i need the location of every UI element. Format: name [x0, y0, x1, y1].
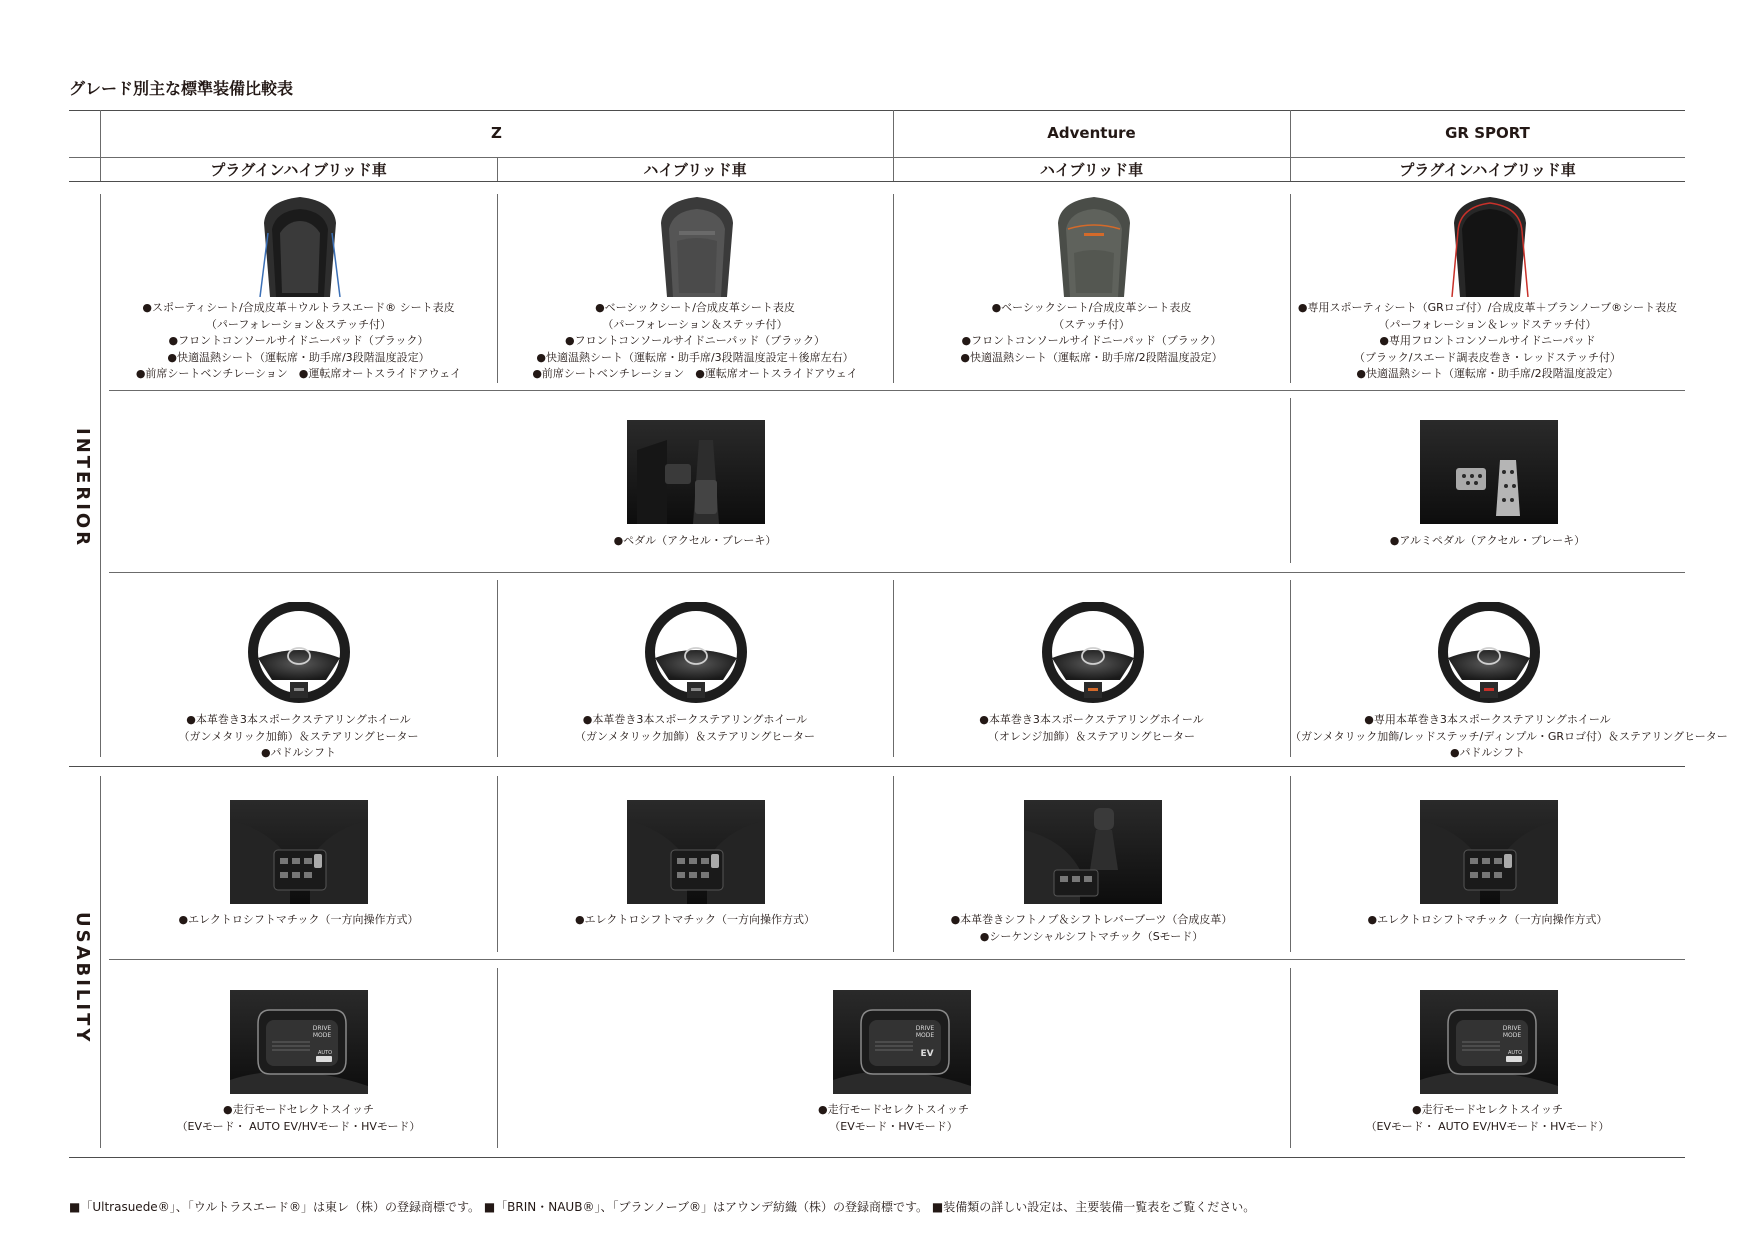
mode-label: MODE [312, 1032, 332, 1039]
drive-mode-text-hv [497, 1102, 1290, 1135]
usability-label-divider [100, 776, 101, 1148]
steering-text-gr-sport-phev [1290, 712, 1728, 762]
feature-line: ●専用本革巻き3本スポークステアリングホイール [1364, 713, 1611, 726]
seat-row-rule [109, 390, 1685, 391]
drive-label: DRIVE [312, 1025, 332, 1032]
feature-line: ●エレクトロシフトマチック（一方向操作方式） [1367, 913, 1608, 926]
feature-line: ●専用スポーティシート（GRロゴ付）/合成皮革＋ブランノーブ®シート表皮 [1297, 301, 1678, 314]
drive-mode-photo-gr-sport-phev [1420, 990, 1558, 1094]
feature-line: （パーフォレーション＆ステッチ付） [602, 317, 788, 331]
feature-line: ●ベーシックシート/合成皮革シート表皮 [595, 301, 795, 314]
shifter-row-rule [109, 959, 1685, 960]
drive-mode-text-z-phev [100, 1102, 497, 1135]
feature-line: ●快適温熱シート（運転席・助手席/3段階温度設定） [167, 350, 430, 364]
feature-line: ●専用フロントコンソールサイドニーパッド [1379, 334, 1596, 347]
feature-line: ●シーケンシャルシフトマチック（Sモード） [979, 929, 1204, 943]
grade-header-rule-left [69, 157, 100, 158]
feature-line: ●パドルシフト [1449, 746, 1526, 759]
shifter-photo-z-hv [627, 800, 765, 904]
feature-line: （パーフォレーション＆ステッチ付） [205, 317, 392, 331]
seat-photo-z-phev [230, 193, 368, 297]
footnote: ■「Ultrasuede®」、「ウルトラスエード®」は東レ（株）の登録商標です。 ■「BRIN・NAUB®」、「ブランノーブ®」はアウンデ紡織（株）の登録商標です。 ■装備類の詳しい設定は、主要装備一覧表をご覧ください。 [69, 1200, 1256, 1214]
steering-text-z-hv [497, 712, 893, 745]
feature-line: ●本革巻き3本スポークステアリングホイール [979, 713, 1204, 726]
grade-header-gr-sport: GR SPORT [1445, 124, 1530, 142]
grade-header-adventure: Adventure [1047, 124, 1136, 142]
auto-label: AUTO [318, 1050, 333, 1056]
feature-line: （ステッチ付） [1053, 317, 1130, 331]
drive-label: DRIVE [915, 1025, 935, 1032]
seat-photo-gr-sport-phev [1420, 193, 1558, 297]
feature-line: ●走行モードセレクトスイッチ [1411, 1103, 1564, 1116]
drive-mode-photo-hv [833, 990, 971, 1094]
steering-photo-adventure-hv [1024, 602, 1162, 706]
section-label-interior: INTERIOR [72, 428, 93, 549]
feature-line: ●スポーティシート/合成皮革＋ウルトラスエード® シート表皮 [142, 301, 455, 314]
powertrain-header-rule [69, 181, 1685, 182]
feature-line: ●本革巻き3本スポークステアリングホイール [582, 713, 808, 726]
steering-photo-z-hv [627, 602, 765, 706]
section-label-usability: USABILITY [72, 912, 93, 1045]
steering-text-adventure-hv [893, 712, 1290, 745]
feature-line: ●本革巻き3本スポークステアリングホイール [186, 713, 411, 726]
auto-label: AUTO [1508, 1050, 1523, 1056]
pedal-text-gr-sport [1290, 533, 1685, 550]
seat-text-adventure-hv [893, 300, 1290, 366]
feature-line: （オレンジ加飾）＆ステアリングヒーター [987, 729, 1196, 743]
pedal-photo-aluminum [1420, 420, 1558, 524]
drive-mode-photo-z-phev [230, 990, 368, 1094]
feature-line: ●ベーシックシート/合成皮革シート表皮 [991, 301, 1192, 314]
shifter-text-gr-sport-phev [1290, 912, 1685, 929]
feature-line: （EVモード・ AUTO EV/HVモード・HVモード） [1365, 1119, 1610, 1133]
feature-line: （ガンメタリック加飾）＆ステアリングヒーター [178, 729, 419, 743]
feature-line: ●前席シートベンチレーション ●運転席オートスライドアウェイ [532, 367, 858, 380]
feature-line: ●フロントコンソールサイドニーパッド（ブラック） [961, 334, 1222, 347]
mode-label: MODE [915, 1032, 935, 1039]
grade-header-z: Z [491, 124, 502, 142]
feature-line: ●快適温熱シート（運転席・助手席/2段階温度設定） [960, 350, 1223, 364]
shifter-photo-z-phev [230, 800, 368, 904]
pedal-row-rule [109, 572, 1685, 573]
powertrain-adventure-hv: ハイブリッド車 [1039, 161, 1144, 179]
feature-line: ●エレクトロシフトマチック（一方向操作方式） [178, 913, 419, 926]
page-title: グレード別主な標準装備比較表 [69, 79, 294, 98]
interior-label-divider [100, 194, 101, 757]
feature-line: ●アルミペダル（アクセル・ブレーキ） [1389, 534, 1586, 547]
table-bottom-rule [69, 1157, 1685, 1158]
feature-line: ●前席シートベンチレーション ●運転席オートスライドアウェイ [135, 367, 462, 380]
feature-line: （ブラック/スエード調表皮巻き・レッドステッチ付） [1353, 350, 1622, 364]
steering-text-z-phev [100, 712, 497, 762]
feature-line: （EVモード・ AUTO EV/HVモード・HVモード） [176, 1119, 421, 1133]
feature-line: （ガンメタリック加飾）＆ステアリングヒーター [575, 729, 815, 743]
feature-line: ●快適温熱シート（運転席・助手席/2段階温度設定） [1356, 367, 1619, 380]
shifter-text-z-phev [100, 912, 497, 929]
seat-text-z-phev [100, 300, 497, 383]
feature-line: （ガンメタリック加飾/レッドステッチ/ディンプル・GRロゴ付）＆ステアリングヒーター [1290, 729, 1728, 743]
feature-line: ●快適温熱シート（運転席・助手席/3段階温度設定＋後席左右） [536, 350, 854, 364]
feature-line: ●本革巻きシフトノブ＆シフトレバーブーツ（合成皮革） [950, 913, 1233, 926]
pedal-photo-standard [627, 420, 765, 524]
seat-photo-z-hv [627, 193, 765, 297]
feature-line: ●パドルシフト [260, 746, 337, 759]
feature-line: ●走行モードセレクトスイッチ [222, 1103, 375, 1116]
mode-label: MODE [1502, 1032, 1522, 1039]
shifter-text-z-hv [497, 912, 893, 929]
steering-photo-z-phev [230, 602, 368, 706]
powertrain-gr-sport-phev: プラグインハイブリッド車 [1399, 161, 1576, 179]
feature-line: ●フロントコンソールサイドニーパッド（ブラック） [565, 334, 825, 347]
powertrain-z-hv: ハイブリッド車 [643, 161, 747, 179]
feature-line: ●走行モードセレクトスイッチ [817, 1103, 970, 1116]
shifter-photo-gr-sport-phev [1420, 800, 1558, 904]
drive-label: DRIVE [1502, 1025, 1522, 1032]
feature-line: ●エレクトロシフトマチック（一方向操作方式） [574, 913, 816, 926]
feature-line: ●ペダル（アクセル・ブレーキ） [613, 534, 777, 547]
feature-line: ●フロントコンソールサイドニーパッド（ブラック） [168, 334, 429, 347]
ev-label: EV [920, 1049, 934, 1059]
shifter-text-adventure-hv [893, 912, 1290, 945]
pedal-text-standard [497, 533, 893, 550]
section-divider [69, 766, 1685, 767]
table-top-rule [69, 110, 1685, 111]
powertrain-z-phev: プラグインハイブリッド車 [210, 161, 387, 179]
seat-text-z-hv [497, 300, 893, 383]
feature-line: （EVモード・HVモード） [829, 1119, 958, 1133]
drive-mode-text-gr-sport-phev [1290, 1102, 1685, 1135]
seat-text-gr-sport-phev [1290, 300, 1685, 383]
shifter-photo-adventure-hv [1024, 800, 1162, 904]
steering-photo-gr-sport-phev [1420, 602, 1558, 706]
seat-photo-adventure-hv [1024, 193, 1162, 297]
feature-line: （パーフォレーション＆レッドステッチ付） [1378, 317, 1597, 331]
